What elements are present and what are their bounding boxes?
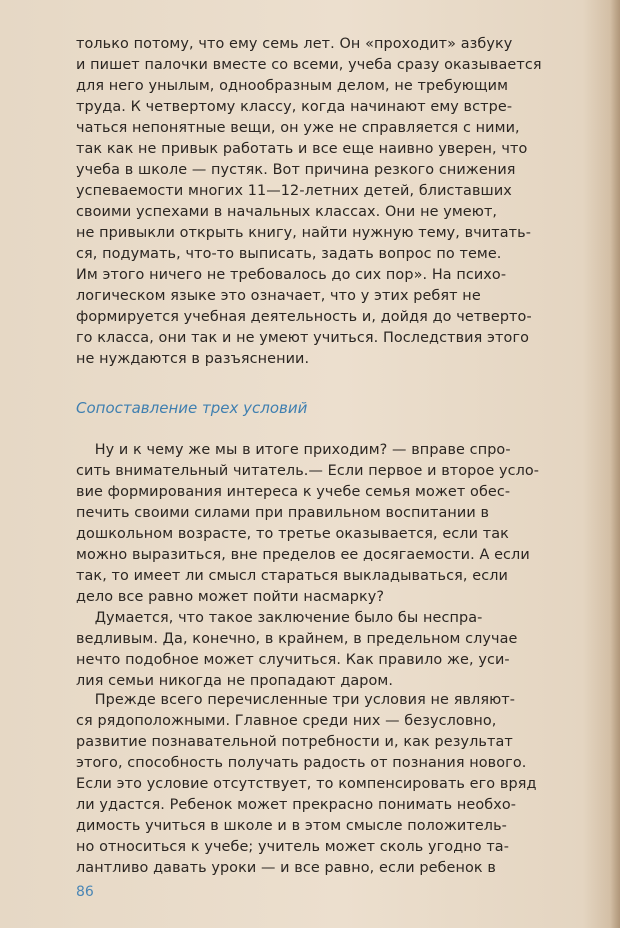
- page-number: 86: [76, 884, 94, 900]
- paragraph-3: Думается, что такое заключение было бы неспра- ведливым. Да, конечно, в крайнем, в предельном случае нечто подобное может случиться. Как правило же, уси- лия семьи никогда не пропадают даром.: [76, 610, 518, 689]
- section-heading: Сопоставление трех условий: [76, 399, 308, 417]
- paragraph-1: только потому, что ему семь лет. Он «проходит» азбуку и пишет палочки вместе со всеми, учеба сразу оказывается для него унылым, однообразным делом, не требующим труда. К четвертому классу, когда начинают ему встре- чаться непонятные вещи, он уже не справляется с ними, так как не привык работать и все еще наивно уверен, что учеба в школе — пустяк. Вот причина резкого снижения успеваемости многих 11—12-летних детей, блиставших своими успехами в начальных классах. Они не умеют, не привыкли открыть книгу, найти нужную тему, вчитать- ся, подумать, что-то выписать, задать вопрос по теме. Им этого ничего не требовалось до сих пор». На психо- логическом языке это означает, что у этих ребят не формируется учебная деятельность и, дойдя до четверто- го класса, они так и не умеют учиться. Последствия этого не нуждаются в разъяснении.: [76, 36, 542, 367]
- paragraph-4: Прежде всего перечисленные три условия не являют- ся рядоположными. Главное среди них — безусловно, развитие познавательной потребности и, как результат этого, способность получать радость от познания нового. Если это условие отсутствует, то компенсировать его вряд ли удастся. Ребенок может прекрасно понимать необхо- димость учиться в школе и в этом смысле положитель- но относиться к учебе; учитель может сколь угодно та- лантливо давать уроки — и все равно, если ребенок в: [76, 692, 537, 876]
- paragraph-2: Ну и к чему же мы в итоге приходим? — вправе спро- сить внимательный читатель.— Если первое и второе усло- вие формирования интереса к учебе семья может обес- печить своими силами при правильном воспитании в дошкольном возрасте, то третье оказывается, если так можно выразиться, вне пределов ее досягаемости. А если так, то имеет ли смысл стараться выкладываться, если дело все равно может пойти насмарку?: [76, 442, 540, 605]
